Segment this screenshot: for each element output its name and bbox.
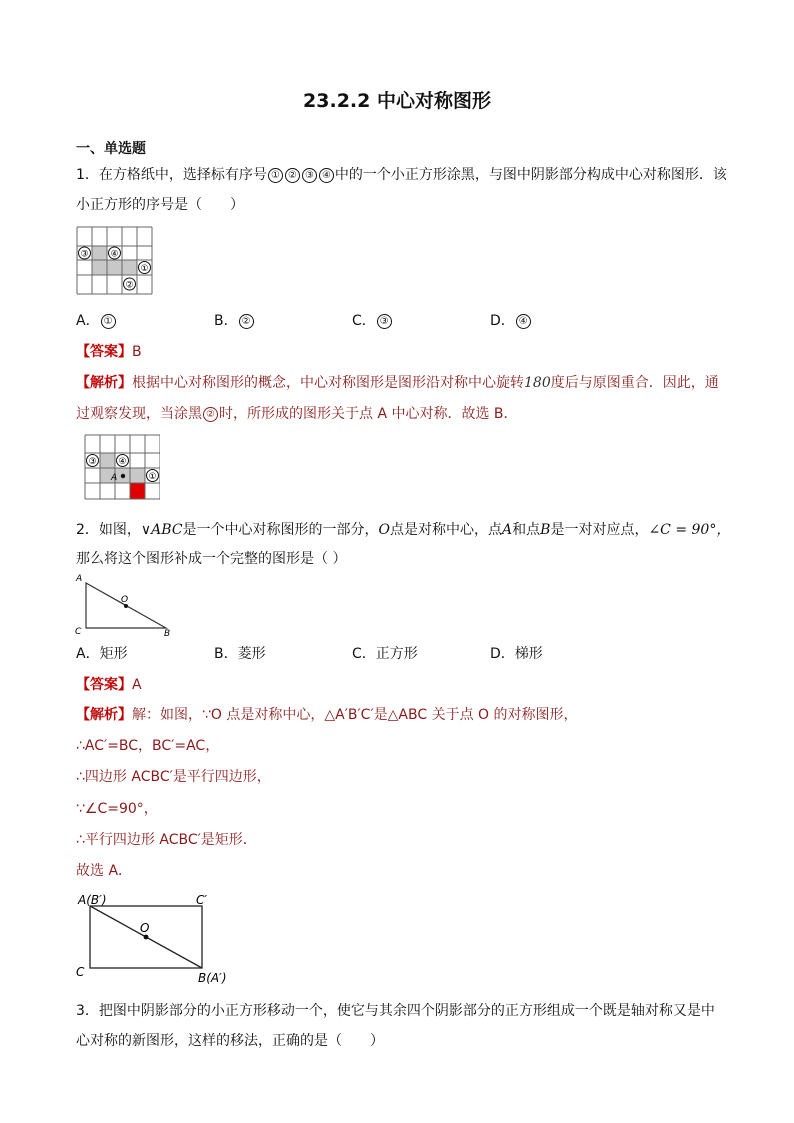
q2-triangle-figure: [74, 574, 184, 640]
q2-analysis-line6: 故选 A．: [76, 863, 133, 879]
q1-grid-label-1: [139, 262, 151, 275]
svg-text:B: B: [164, 629, 171, 639]
q2-option-a[interactable]: A．矩形: [76, 646, 128, 662]
svg-text:③: ③: [80, 249, 89, 260]
q1-analysis-line1: 【解析】根据中心对称图形的概念，中心对称图形是图形沿对称中心旋转180度后与原图重合．因此，通: [76, 375, 719, 391]
q2-analysis-line5: ∴平行四边形 ACBC′是矩形．: [76, 832, 257, 848]
q2-stem-line2: 那么将这个图形补成一个完整的图形是（ ）: [76, 551, 347, 567]
q1-grid-label-2: [124, 278, 136, 291]
section-heading: 一、单选题: [76, 141, 146, 157]
q1-red-square: [130, 483, 145, 499]
svg-text:C′: C′: [196, 893, 208, 907]
q1-stem-line2: 小正方形的序号是（ ）: [76, 197, 244, 213]
svg-text:A: A: [111, 473, 118, 483]
q2-analysis-line3: ∴四边形 ACBC′是平行四边形，: [76, 769, 271, 785]
page-title: 23.2.2 中心对称图形: [303, 90, 491, 112]
q1-stem-line1: 1．在方格纸中，选择标有序号 ① ② ③ ④ 中的一个小正方形涂黑，与图中阴影部分构成中心对称图形．该: [76, 167, 727, 183]
q1-analysis-line2: 过观察发现，当涂黑 ② 时，所形成的图形关于点 A 中心对称．故选 B．: [76, 406, 518, 422]
q2-analysis-line4: ∵∠C=90°，: [76, 801, 158, 817]
q3-stem-line1: 3．把图中阴影部分的小正方形移动一个，使它与其余四个阴影部分的正方形组成一个既是轴对称又是中: [76, 1003, 715, 1019]
q1-option-a[interactable]: A． ①: [76, 311, 117, 331]
q1-option-b[interactable]: B． ②: [214, 311, 255, 331]
svg-text:A(B′): A(B′): [78, 893, 107, 907]
q2-option-b[interactable]: B．菱形: [214, 646, 266, 662]
svg-text:O: O: [140, 921, 150, 935]
q1-grid-label-3: [79, 247, 91, 260]
q2-analysis-line1: 【解析】解：如图，∵O 点是对称中心，△A′B′C′是△ABC 关于点 O 的对称图形，: [76, 707, 578, 723]
svg-text:①: ①: [148, 472, 157, 482]
svg-text:④: ④: [110, 249, 119, 260]
svg-text:③: ③: [88, 457, 97, 467]
svg-text:C: C: [75, 627, 82, 637]
q2-analysis-line2: ∴AC′=BC，BC′=AC，: [76, 738, 220, 754]
q1-grid-label-4: [109, 247, 121, 260]
q2-answer: 【答案】A: [76, 677, 142, 693]
q1-answer: 【答案】B: [76, 344, 142, 360]
q2-option-d[interactable]: D．梯形: [490, 646, 543, 662]
q1-center-point-a: [121, 474, 125, 478]
svg-text:O: O: [121, 595, 129, 605]
svg-text:④: ④: [118, 457, 127, 467]
svg-text:②: ②: [125, 280, 134, 291]
q3-stem-line2: 心对称的新图形，这样的移法，正确的是（ ）: [76, 1033, 384, 1049]
q1-grid-figure: [76, 226, 154, 296]
q2-stem-line1: 2．如图，∨ABC是一个中心对称图形的一部分，O点是对称中心，点A和点B是一对对应点，∠C = 90°，: [76, 522, 731, 538]
svg-text:①: ①: [140, 264, 149, 274]
q1-solution-grid-figure: [84, 434, 160, 502]
svg-text:B(A′): B(A′): [198, 971, 227, 985]
q1-option-c[interactable]: C． ③: [352, 311, 393, 331]
svg-text:A: A: [76, 574, 83, 584]
svg-text:C: C: [76, 965, 85, 979]
q1-option-d[interactable]: D． ④: [490, 311, 532, 331]
q2-rectangle-figure: [74, 890, 254, 988]
q2-option-c[interactable]: C．正方形: [352, 646, 418, 662]
